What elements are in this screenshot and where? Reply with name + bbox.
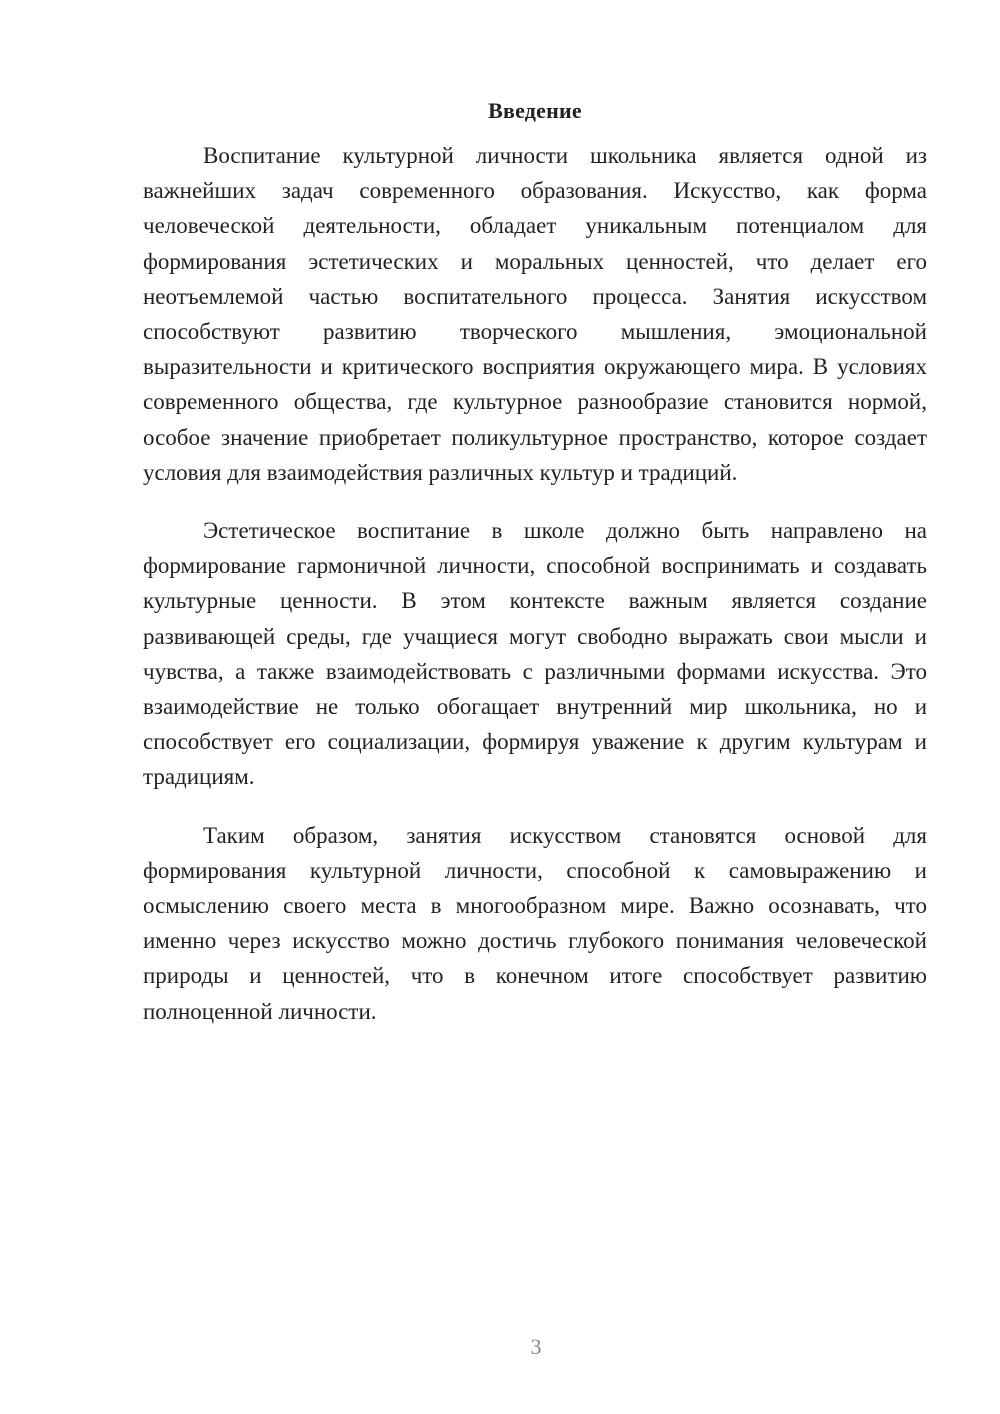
page-number: 3 [530, 1334, 542, 1359]
paragraph-3: Таким образом, занятия искусством становятся основой для формирования культурной личности, способной к самовыражению и осмыслению своего места в многообразном мире. Важно осознавать, что именно через искусство можно достичь глубокого понимания человеческой природы и ценностей, что в конечном итоге способствует развитию полноценной личности. [143, 822, 927, 1024]
paragraph-2: Эстетическое воспитание в школе должно быть направлено на формирование гармоничной личности, способной воспринимать и создавать культурные ценности. В этом контексте важным является создание развивающей среды, где учащиеся могут свободно выражать свои мысли и чувства, а также взаимодействовать с различными формами искусства. Это взаимодействие не только обогащает внутренний мир школьника, но и способствует его социализации, формируя уважение к другим культурам и традициям. [143, 518, 927, 790]
paragraph-1: Воспитание культурной личности школьника является одной из важнейших задач современного образования. Искусство, как форма человеческой деятельности, обладает уникальным потенциалом для формирования эстетических и моральных ценностей, что делает его неотъемлемой частью воспитательного процесса. Занятия искусством способствуют развитию творческого мышления, эмоциональной выразительности и критического восприятия окружающего мира. В условиях современного общества, где культурное разнообразие становится нормой, особое значение приобретает поликультурное пространство, которое создает условия для взаимодействия различных культур и традиций. [143, 143, 927, 485]
section-heading: Введение [488, 98, 582, 123]
page-content [143, 96, 927, 1052]
